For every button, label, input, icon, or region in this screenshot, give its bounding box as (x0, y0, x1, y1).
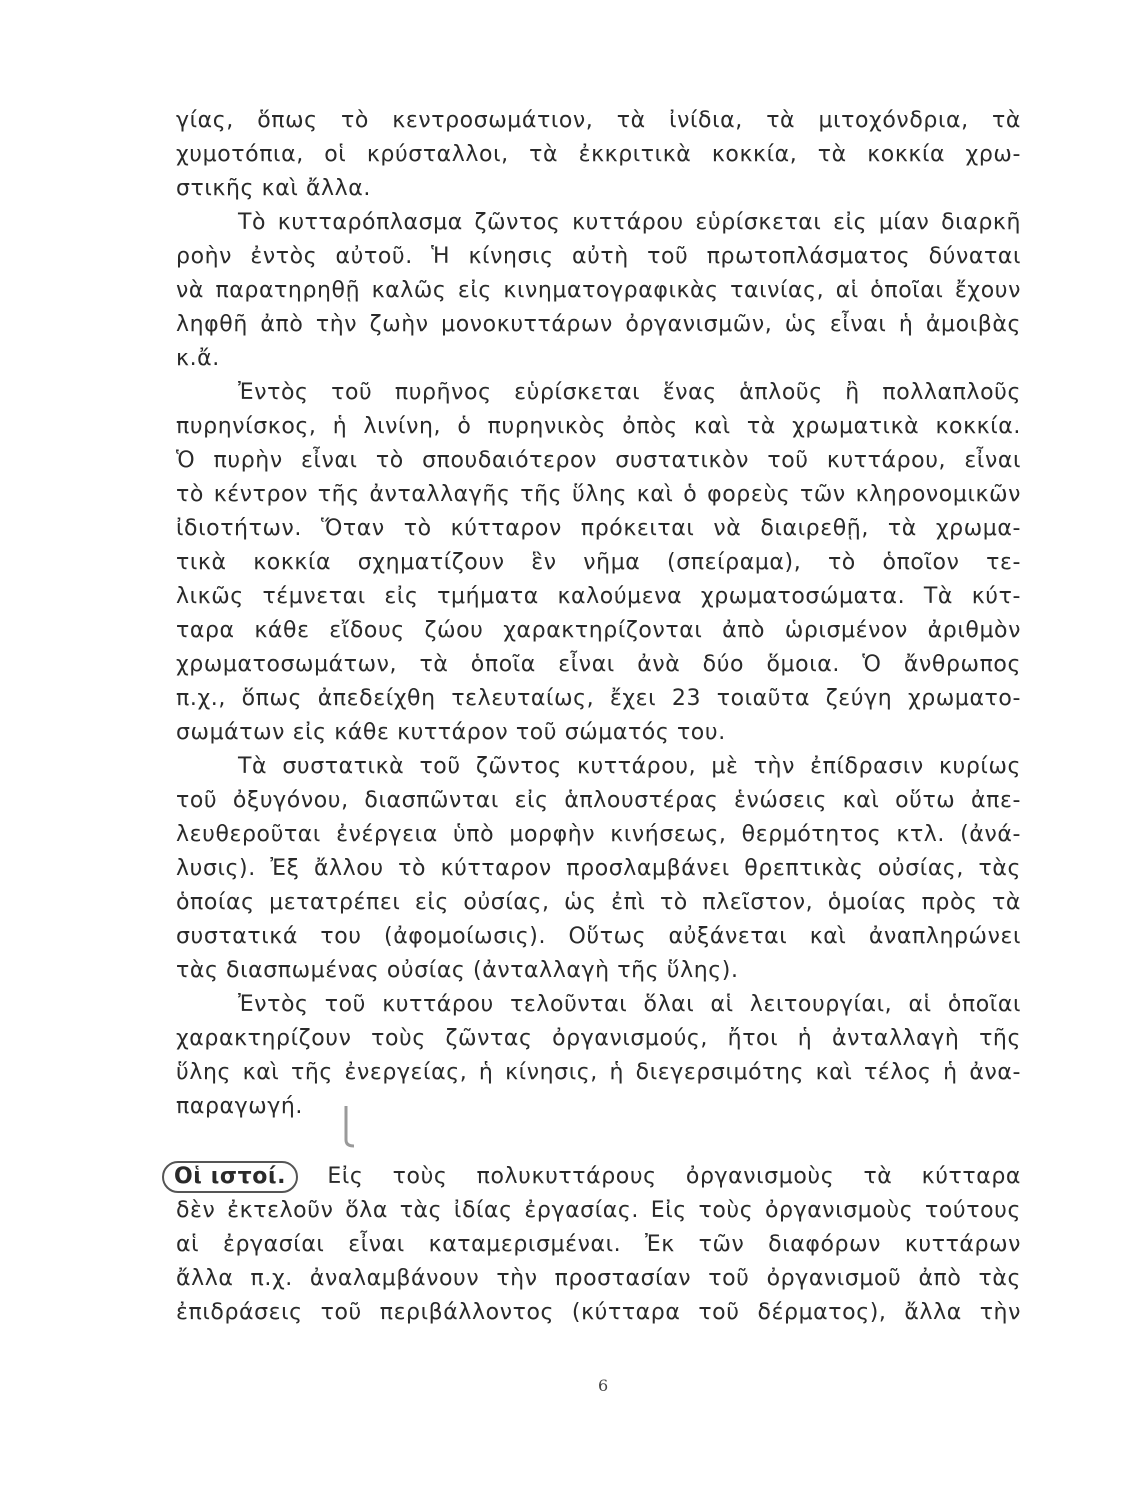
text-line: λικῶς τέμνεται εἰς τμήματα καλούμενα χρωματοσώματα. Τὰ κύτ- (176, 584, 1021, 609)
text-line: δὲν ἐκτελοῦν ὅλα τὰς ἰδίας ἐργασίας. Εἰς τοὺς ὀργανισμοὺς τούτους (176, 1198, 1021, 1223)
text-line: πυρηνίσκος, ἡ λινίνη, ὁ πυρηνικὸς ὀπὸς καὶ τὰ χρωματικὰ κοκκία. (176, 414, 1021, 439)
text-line: Ἐντὸς τοῦ κυττάρου τελοῦνται ὅλαι αἱ λειτουργίαι, αἱ ὁποῖαι (238, 992, 1021, 1017)
body-text-upper (176, 104, 1021, 1124)
text-line: π.χ., ὅπως ἀπεδείχθη τελευταίως, ἔχει 23 τοιαῦτα ζεύγη χρωματο- (176, 686, 1021, 711)
text-line: αἱ ἐργασίαι εἶναι καταμερισμέναι. Ἐκ τῶν διαφόρων κυττάρων (176, 1232, 1021, 1257)
text-line: ροὴν ἐντὸς αὐτοῦ. Ἡ κίνησις αὐτὴ τοῦ πρωτοπλάσματος δύναται (176, 244, 1021, 269)
text-line: γίας, ὅπως τὸ κεντροσωμάτιον, τὰ ἰνίδια, τὰ μιτοχόνδρια, τὰ (176, 108, 1021, 133)
text-line: χυμοτόπια, οἱ κρύσταλλοι, τὰ ἐκκριτικὰ κοκκία, τὰ κοκκία χρω- (176, 142, 1021, 167)
pencil-mark-icon (340, 1104, 358, 1148)
section-tissues (176, 1160, 1021, 1330)
text-line: σωμάτων εἰς κάθε κυττάρον τοῦ σώματός του. (176, 720, 726, 745)
text-line: χαρακτηρίζουν τοὺς ζῶντας ὀργανισμούς, ἤτοι ἡ ἀνταλλαγὴ τῆς (176, 1026, 1021, 1051)
text-line: τοῦ ὀξυγόνου, διασπῶνται εἰς ἁπλουστέρας ἑνώσεις καὶ οὕτω ἀπε- (176, 788, 1021, 813)
text-line: νὰ παρατηρηθῇ καλῶς εἰς κινηματογραφικὰς ταινίας, αἱ ὁποῖαι ἔχουν (176, 278, 1021, 303)
text-line: ὁποίας μετατρέπει εἰς οὐσίας, ὡς ἐπὶ τὸ πλεῖστον, ὁμοίας πρὸς τὰ (176, 890, 1021, 915)
text-line: στικῆς καὶ ἄλλα. (176, 176, 371, 201)
text-line: ληφθῆ ἀπὸ τὴν ζωὴν μονοκυττάρων ὀργανισμῶν, ὡς εἶναι ἡ ἀμοιβὰς (176, 312, 1021, 337)
text-line: ἰδιοτήτων. Ὅταν τὸ κύτταρον πρόκειται νὰ διαιρεθῇ, τὰ χρωμα- (176, 516, 1021, 541)
text-line: τὸ κέντρον τῆς ἀνταλλαγῆς τῆς ὕλης καὶ ὁ φορεὺς τῶν κληρονομικῶν (176, 482, 1021, 507)
text-line-rest: Εἰς τοὺς πολυκυττάρους ὀργανισμοὺς τὰ κύτταρα (327, 1164, 1022, 1189)
text-line: παραγωγή. (176, 1094, 304, 1119)
text-line: τὰς διασπωμένας οὐσίας (ἀνταλλαγὴ τῆς ὕλης). (176, 958, 739, 983)
text-line: συστατικά του (ἀφομοίωσις). Οὕτως αὐξάνεται καὶ ἀναπληρώνει (176, 924, 1021, 949)
text-line: λευθεροῦται ἐνέργεια ὑπὸ μορφὴν κινήσεως, θερμότητος κτλ. (ἀνά- (176, 822, 1021, 847)
text-line: Ὁ πυρὴν εἶναι τὸ σπουδαιότερον συστατικὸν τοῦ κυττάρου, εἶναι (176, 448, 1021, 473)
text-line: κ.ἄ. (176, 346, 220, 371)
text-line: Τὸ κυτταρόπλασμα ζῶντος κυττάρου εὑρίσκεται εἰς μίαν διαρκῆ (238, 210, 1021, 235)
text-line: λυσις). Ἐξ ἄλλου τὸ κύτταρον προσλαμβάνει θρεπτικὰς οὐσίας, τὰς (176, 856, 1021, 881)
text-line: ἐπιδράσεις τοῦ περιβάλλοντος (κύτταρα τοῦ δέρματος), ἄλλα τὴν (176, 1300, 1021, 1325)
text-line: ταρα κάθε εἴδους ζώου χαρακτηρίζονται ἀπὸ ὡρισμένον ἀριθμὸν (176, 618, 1021, 643)
text-line: τικὰ κοκκία σχηματίζουν ἓν νῆμα (σπείραμα), τὸ ὁποῖον τε- (176, 550, 1021, 575)
text-line (176, 1160, 1021, 1194)
section-heading: Οἱ ιστοί. (162, 1161, 298, 1193)
text-line: Τὰ συστατικὰ τοῦ ζῶντος κυττάρου, μὲ τὴν ἐπίδρασιν κυρίως (238, 754, 1021, 779)
text-line: ἄλλα π.χ. ἀναλαμβάνουν τὴν προστασίαν τοῦ ὀργανισμοῦ ἀπὸ τὰς (176, 1266, 1021, 1291)
page-number: 6 (598, 1376, 609, 1395)
text-line: χρωματοσωμάτων, τὰ ὁποῖα εἶναι ἀνὰ δύο ὅμοια. Ὁ ἄνθρωπος (176, 652, 1021, 677)
text-line: Ἐντὸς τοῦ πυρῆνος εὑρίσκεται ἕνας ἁπλοῦς ἢ πολλαπλοῦς (238, 380, 1021, 405)
text-line: ὕλης καὶ τῆς ἐνεργείας, ἡ κίνησις, ἡ διεγερσιμότης καὶ τέλος ἡ ἀνα- (176, 1060, 1021, 1085)
